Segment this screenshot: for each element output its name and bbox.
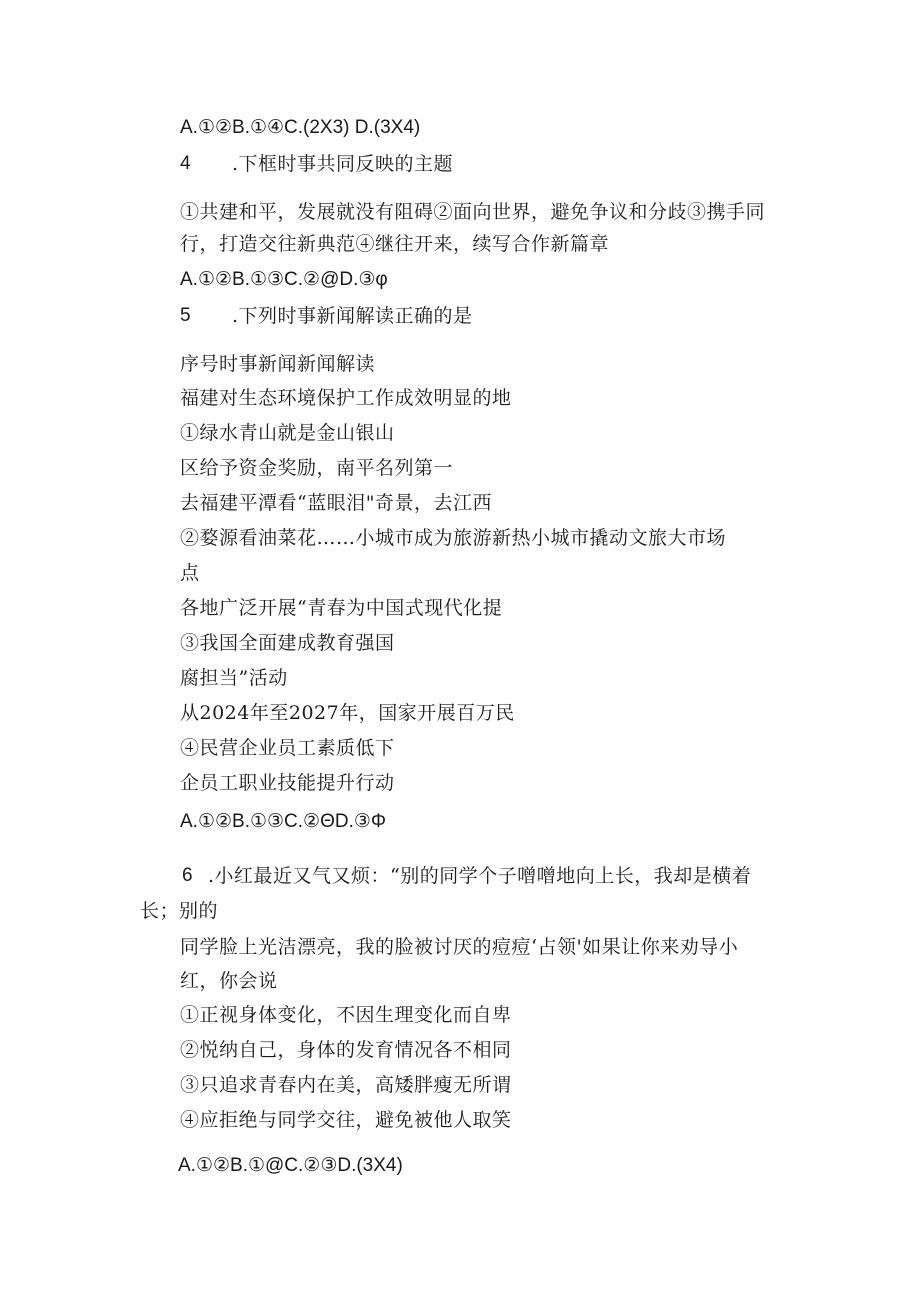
q5-table-line: 企员工职业技能提升行动 — [180, 772, 395, 794]
q5-table-line: ③我国全面建成教育强国 — [180, 632, 395, 654]
q6-statement: ①正视身体变化，不因生理变化而自卑 — [180, 1004, 512, 1026]
q5-table-line: ②婺源看油菜花……小城市成为旅游新热小城市撬动文旅大市场 — [180, 527, 727, 549]
q5-table-line: 腐担当”活动 — [180, 667, 288, 689]
q6-stem-line2: 长；别的 — [140, 900, 219, 922]
q4-statement-line1: ①共建和平，发展就没有阻碍②面向世界，避免争议和分歧③携手同 — [180, 201, 766, 223]
q5-table-line: 去福建平潭看“蓝眼泪"奇景，去江西 — [180, 492, 492, 514]
q5-options: A.①②B.①③C.②ΘD.③Φ — [180, 811, 387, 832]
q5-stem: .下列时事新闻解读正确的是 — [232, 305, 473, 327]
q5-table-line: 从2024年至2027年，国家开展百万民 — [180, 702, 515, 724]
q6-statement: ③只追求青春内在美，高矮胖瘦无所谓 — [180, 1074, 512, 1096]
q5-table-line: 序号时事新闻新闻解读 — [180, 353, 376, 375]
q5-table-line: ①绿水青山就是金山银山 — [180, 422, 395, 444]
q5-number: 5 — [180, 305, 191, 326]
q6-stem-line4: 红，你会说 — [180, 970, 278, 992]
q6-stem-line1: .小红最近又气又烦：“别的同学个子噌噌地向上长，我却是横着 — [208, 865, 752, 887]
q5-table-line: 点 — [180, 562, 200, 584]
q4-statement-line2: 行，打造交往新典范④继往开来，续写合作新篇章 — [180, 233, 610, 255]
q3-options: A.①②B.①④C.(2X3) D.(3X4) — [180, 117, 421, 138]
q4-options: A.①②B.①③C.②@D.③φ — [180, 269, 388, 290]
q6-number: 6 — [182, 865, 193, 886]
q5-table-line: 区给予资金奖励，南平名列第一 — [180, 457, 454, 479]
q5-table-line: 福建对生态环境保护工作成效明显的地 — [180, 387, 512, 409]
q5-table-line: ④民营企业员工素质低下 — [180, 737, 395, 759]
q6-statement: ④应拒绝与同学交往，避免被他人取笑 — [180, 1109, 512, 1131]
q6-stem-line3: 同学脸上光洁漂亮，我的脸被讨厌的痘痘‘占领'如果让你来劝导小 — [180, 936, 739, 958]
q6-options: A.①②B.①@C.②③D.(3X4) — [178, 1155, 403, 1176]
q4-stem: .下框时事共同反映的主题 — [232, 153, 454, 175]
q4-number: 4 — [180, 153, 191, 174]
q6-statement: ②悦纳自己，身体的发育情况各不相同 — [180, 1039, 512, 1061]
q5-table-line: 各地广泛开展“青春为中国式现代化提 — [180, 597, 503, 619]
